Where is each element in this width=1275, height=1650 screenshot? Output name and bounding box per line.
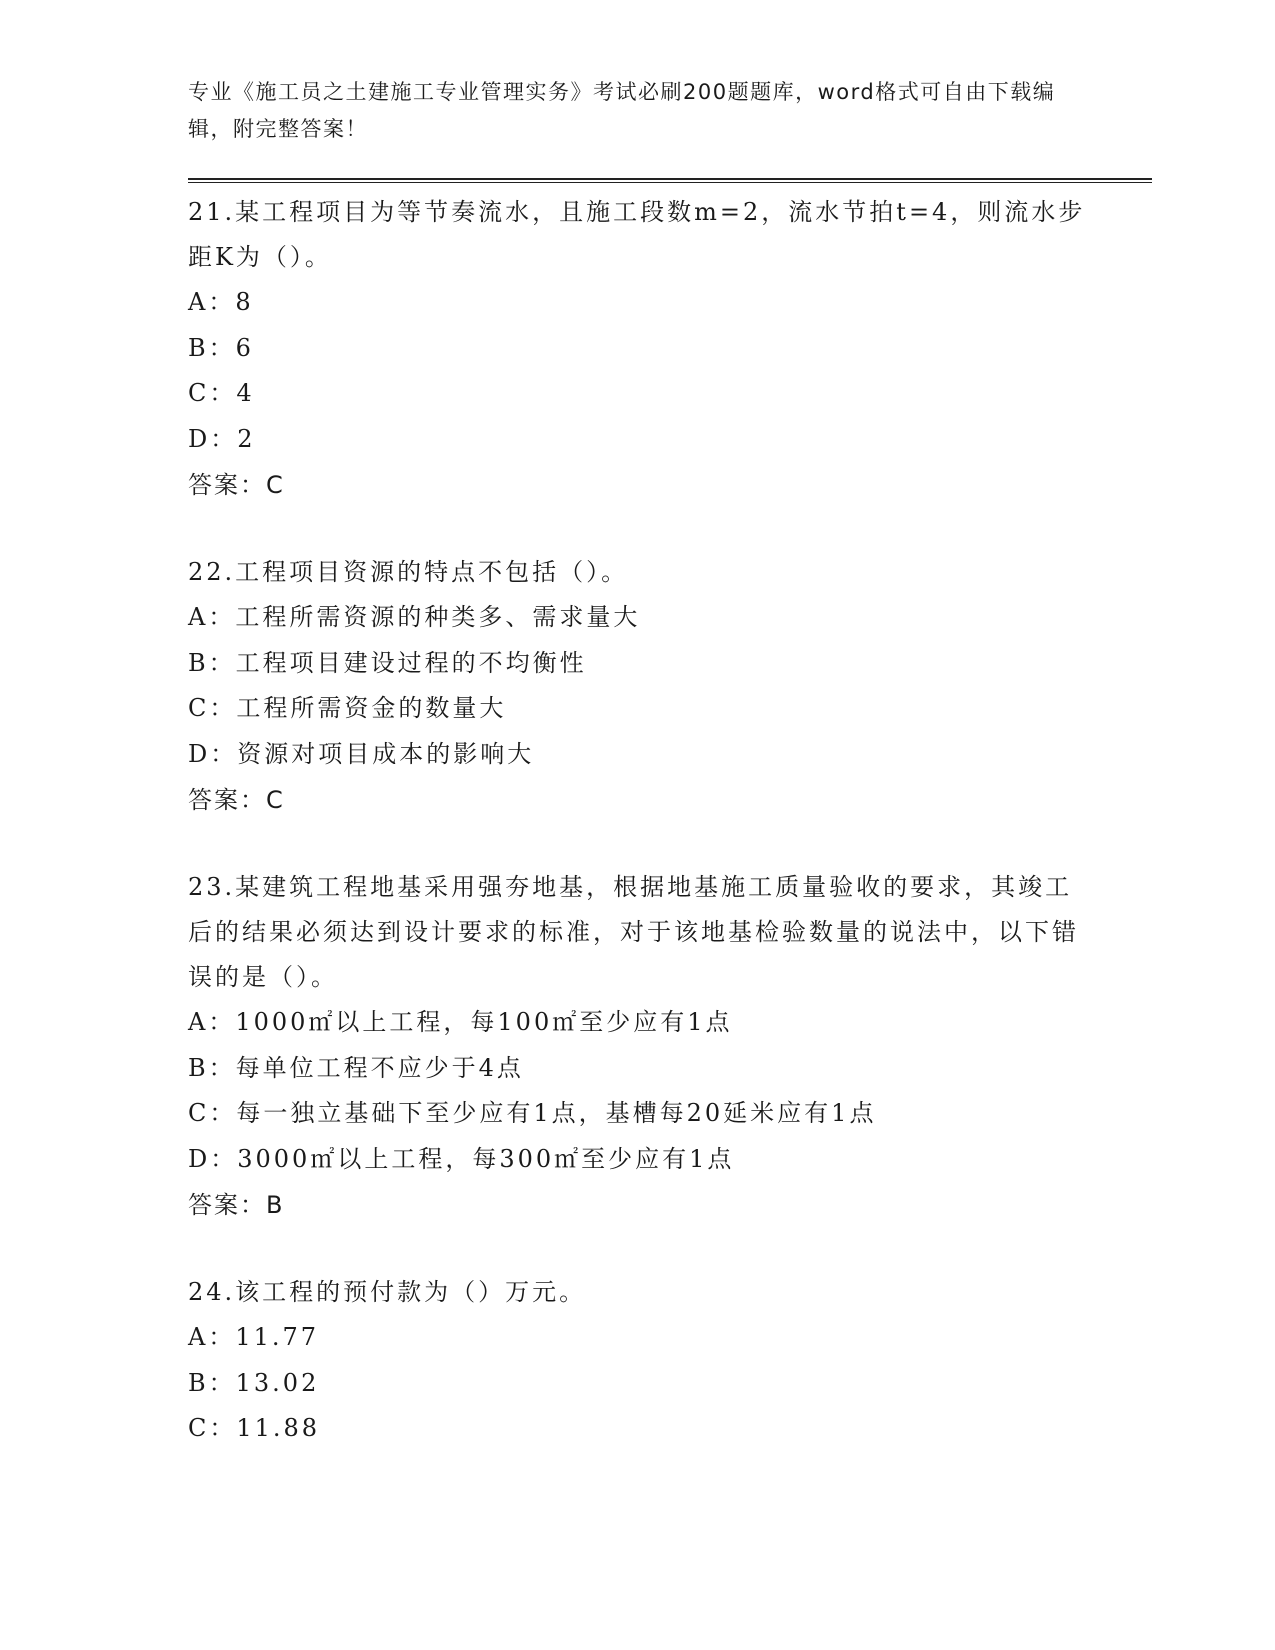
option-d: D：资源对项目成本的影响大 bbox=[188, 739, 535, 768]
answer-text: 答案：C bbox=[188, 471, 285, 499]
question-stem: 23.某建筑工程地基采用强夯地基，根据地基施工质量验收的要求，其竣工后的结果必须达到设计要求的标准，对于该地基检验数量的说法中，以下错误的是（）。 bbox=[188, 873, 1079, 991]
option-b: B：6 bbox=[188, 333, 254, 362]
option-c: C：11.88 bbox=[188, 1414, 321, 1442]
option-b: B：工程项目建设过程的不均衡性 bbox=[188, 648, 587, 677]
option-d: D：2 bbox=[188, 424, 256, 453]
option-b: B：13.02 bbox=[188, 1368, 320, 1397]
answer-text: 答案：B bbox=[188, 1191, 285, 1219]
header-divider-thin bbox=[188, 182, 1152, 183]
question-stem: 22.工程项目资源的特点不包括（）。 bbox=[188, 558, 629, 586]
question-stem: 24.该工程的预付款为（）万元。 bbox=[188, 1278, 587, 1306]
option-a: A：工程所需资源的种类多、需求量大 bbox=[188, 603, 641, 631]
option-c: C：4 bbox=[188, 379, 255, 407]
question-24 bbox=[188, 1270, 1088, 1452]
question-stem: 21.某工程项目为等节奏流水，且施工段数m=2，流水节拍t=4，则流水步距K为（）。 bbox=[188, 198, 1086, 271]
question-23 bbox=[188, 865, 1088, 1228]
option-a: A：8 bbox=[188, 288, 254, 316]
question-21 bbox=[188, 190, 1088, 508]
question-list bbox=[188, 190, 1088, 1494]
option-a: A：1000㎡以上工程，每100㎡至少应有1点 bbox=[188, 1008, 733, 1036]
option-c: C：每一独立基础下至少应有1点，基槽每20延米应有1点 bbox=[188, 1099, 877, 1127]
option-c: C：工程所需资金的数量大 bbox=[188, 694, 507, 722]
option-a: A：11.77 bbox=[188, 1323, 320, 1351]
document-header: 专业《施工员之土建施工专业管理实务》考试必刷200题题库，word格式可自由下载编辑，附完整答案！ bbox=[188, 80, 1056, 141]
header-divider-thick bbox=[188, 178, 1152, 180]
answer-text: 答案：C bbox=[188, 786, 285, 814]
question-22 bbox=[188, 550, 1088, 823]
option-b: B：每单位工程不应少于4点 bbox=[188, 1053, 524, 1082]
option-d: D：3000㎡以上工程，每300㎡至少应有1点 bbox=[188, 1144, 735, 1173]
